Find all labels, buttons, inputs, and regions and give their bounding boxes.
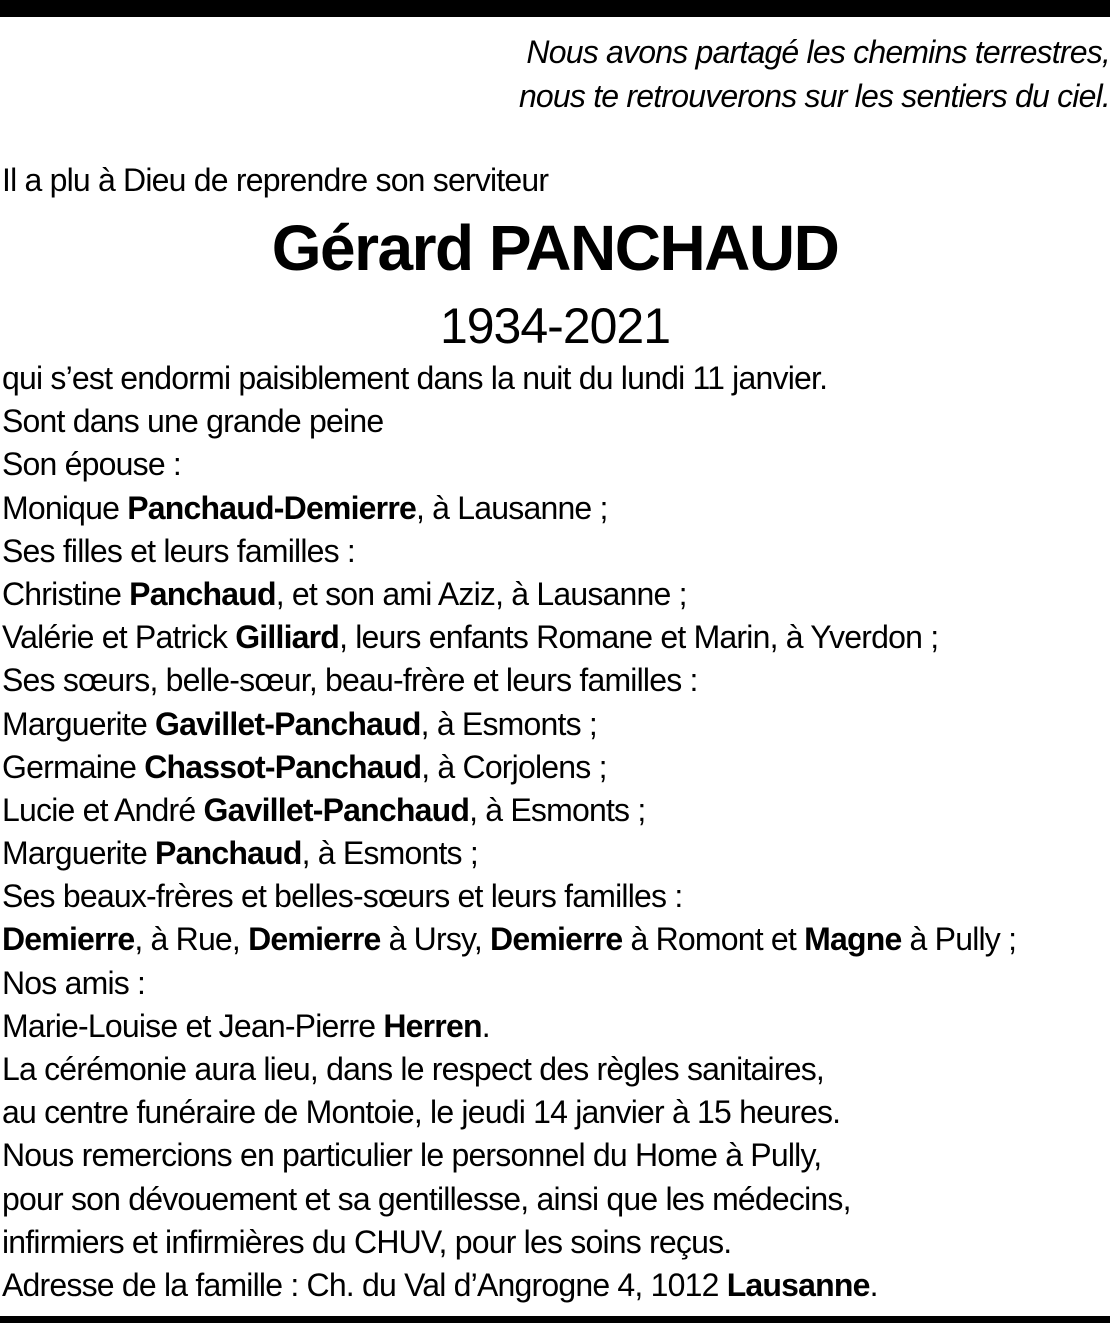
family-name: Panchaud <box>129 575 276 612</box>
notice-text: , à Esmonts ; <box>420 705 597 742</box>
family-name: Demierre <box>2 921 135 958</box>
notice-line <box>2 832 1016 875</box>
notice-line <box>2 357 1016 400</box>
notice-line <box>2 1264 1016 1307</box>
notice-text: Sont dans une grande peine <box>2 403 384 440</box>
family-name: Gilliard <box>235 619 340 656</box>
notice-text: Valérie et Patrick <box>2 619 236 656</box>
notice-text: . <box>481 1007 490 1044</box>
notice-text: . <box>869 1266 878 1303</box>
family-name: Chassot-Panchaud <box>144 748 422 785</box>
notice-text: Adresse de la famille : Ch. du Val d’Angrogne 4, 1012 <box>2 1266 727 1303</box>
notice-text: , et son ami Aziz, à Lausanne ; <box>275 575 687 612</box>
notice-text: , leurs enfants Romane et Marin, à Yverdon ; <box>339 619 939 656</box>
notice-line <box>2 962 1016 1005</box>
family-name: Demierre <box>248 921 381 958</box>
family-name: Gavillet-Panchaud <box>155 705 421 742</box>
epigraph-line: nous te retrouverons sur les sentiers du ciel. <box>518 78 1110 114</box>
notice-text: , à Esmonts ; <box>301 835 478 872</box>
notice-text: Marguerite <box>2 705 156 742</box>
notice-text: à Romont et <box>622 921 805 958</box>
family-name: Magne <box>804 921 902 958</box>
notice-text: à Ursy, <box>380 921 491 958</box>
notice-text: Ses filles et leurs familles : <box>2 532 356 569</box>
notice-line <box>2 659 1016 702</box>
top-rule <box>0 0 1110 17</box>
notice-text: Christine <box>2 575 130 612</box>
family-name: Demierre <box>490 921 623 958</box>
notice-line <box>2 616 1016 659</box>
notice-line <box>2 1005 1016 1048</box>
notice-line <box>2 1221 1016 1264</box>
notice-line <box>2 573 1016 616</box>
deceased-years: 1934-2021 <box>439 298 671 354</box>
notice-text: infirmiers et infirmières du CHUV, pour les soins reçus. <box>2 1223 732 1260</box>
notice-line <box>2 1134 1016 1177</box>
notice-line <box>2 703 1016 746</box>
notice-text: Germaine <box>2 748 145 785</box>
notice-line <box>2 746 1016 789</box>
notice-line <box>2 443 1016 486</box>
notice-line <box>2 1091 1016 1134</box>
notice-text: , à Esmonts ; <box>469 791 646 828</box>
bottom-rule <box>0 1316 1110 1323</box>
notice-line <box>2 1178 1016 1221</box>
family-name: Herren <box>383 1007 482 1044</box>
notice-line <box>2 1048 1016 1091</box>
notice-line <box>2 530 1016 573</box>
notice-body <box>2 357 1016 1307</box>
notice-text: Marguerite <box>2 835 156 872</box>
notice-line <box>2 487 1016 530</box>
notice-text: Nous remercions en particulier le personnel du Home à Pully, <box>2 1137 822 1174</box>
notice-text: à Pully ; <box>901 921 1017 958</box>
notice-text: , à Lausanne ; <box>415 489 608 526</box>
intro-text: Il a plu à Dieu de reprendre son serviteur <box>2 162 549 198</box>
notice-text: Ses beaux-frères et belles-sœurs et leurs familles : <box>2 878 683 915</box>
notice-line <box>2 789 1016 832</box>
notice-text: Monique <box>2 489 128 526</box>
notice-text: qui s’est endormi paisiblement dans la nuit du lundi 11 janvier. <box>2 360 828 396</box>
family-name: Lausanne <box>726 1266 870 1303</box>
family-name: Panchaud <box>155 835 302 872</box>
family-name: Gavillet-Panchaud <box>203 791 470 828</box>
deceased-name: Gérard PANCHAUD <box>271 212 839 284</box>
notice-text: , à Corjolens ; <box>421 748 607 785</box>
notice-text: Lucie et André <box>2 791 204 828</box>
notice-line <box>2 918 1016 961</box>
notice-text: Son épouse : <box>2 446 181 483</box>
notice-text: Nos amis : <box>2 964 146 1001</box>
notice-line <box>2 875 1016 918</box>
notice-text: pour son dévouement et sa gentillesse, ainsi que les médecins, <box>2 1180 851 1217</box>
notice-text: , à Rue, <box>134 921 249 958</box>
notice-text: La cérémonie aura lieu, dans le respect des règles sanitaires, <box>2 1051 824 1087</box>
notice-text: au centre funéraire de Montoie, le jeudi 14 janvier à 15 heures. <box>2 1094 841 1131</box>
epigraph-line: Nous avons partagé les chemins terrestres, <box>526 34 1110 70</box>
notice-line <box>2 400 1016 443</box>
family-name: Panchaud-Demierre <box>127 489 416 526</box>
notice-text: Marie-Louise et Jean-Pierre <box>2 1007 384 1044</box>
notice-text: Ses sœurs, belle-sœur, beau-frère et leurs familles : <box>2 662 698 699</box>
epigraph <box>519 30 1110 118</box>
